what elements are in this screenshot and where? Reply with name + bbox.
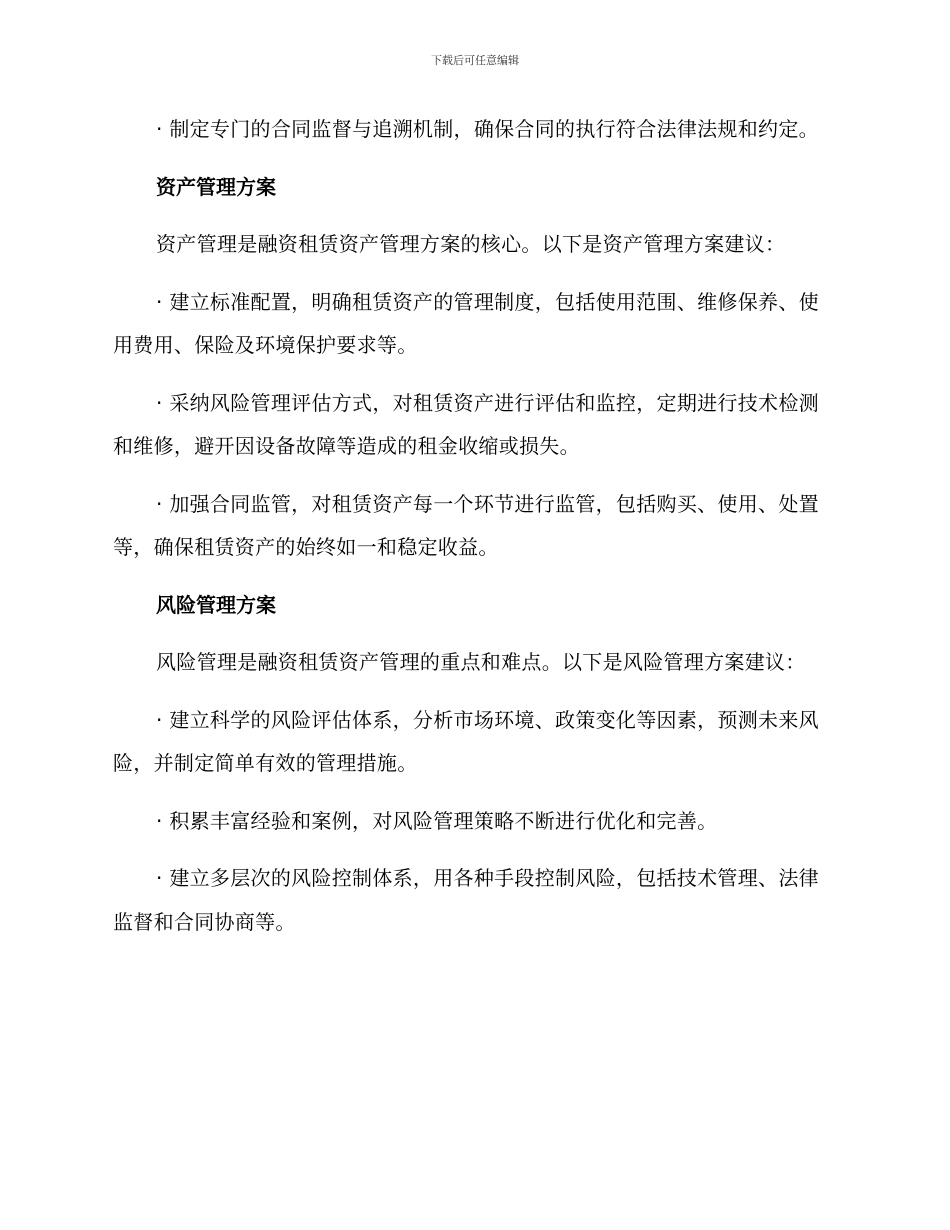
bullet-paragraph: · 积累丰富经验和案例，对风险管理策略不断进行优化和完善。	[156, 808, 718, 833]
page-header: 下载后可任意编辑	[431, 54, 519, 67]
bullet-paragraph: · 采纳风险管理评估方式，对租赁资产进行评估和监控，定期进行技术检测和维修，避开因设备故障等造成的租金收缩或损失。	[113, 390, 819, 458]
section-heading-risk-management: 风险管理方案	[156, 592, 276, 617]
intro-paragraph: 风险管理是融资租赁资产管理的重点和难点。以下是风险管理方案建议：	[156, 650, 806, 674]
bullet-paragraph: · 建立多层次的风险控制体系，用各种手段控制风险，包括技术管理、法律监督和合同协商等。	[113, 866, 819, 934]
bullet-paragraph: · 制定专门的合同监督与追溯机制，确保合同的执行符合法律法规和约定。	[156, 117, 819, 141]
bullet-paragraph: · 建立标准配置，明确租赁资产的管理制度，包括使用范围、维修保养、使用费用、保险及环境保护要求等。	[113, 289, 819, 357]
section-heading-asset-management: 资产管理方案	[156, 174, 276, 199]
document-body	[113, 108, 825, 958]
intro-paragraph: 资产管理是融资租赁资产管理方案的核心。以下是资产管理方案建议：	[156, 232, 786, 256]
bullet-paragraph: · 建立科学的风险评估体系，分析市场环境、政策变化等因素，预测未来风险，并制定简单有效的管理措施。	[113, 707, 819, 775]
bullet-paragraph: · 加强合同监管，对租赁资产每一个环节进行监管，包括购买、使用、处置等，确保租赁资产的始终如一和稳定收益。	[113, 491, 819, 559]
